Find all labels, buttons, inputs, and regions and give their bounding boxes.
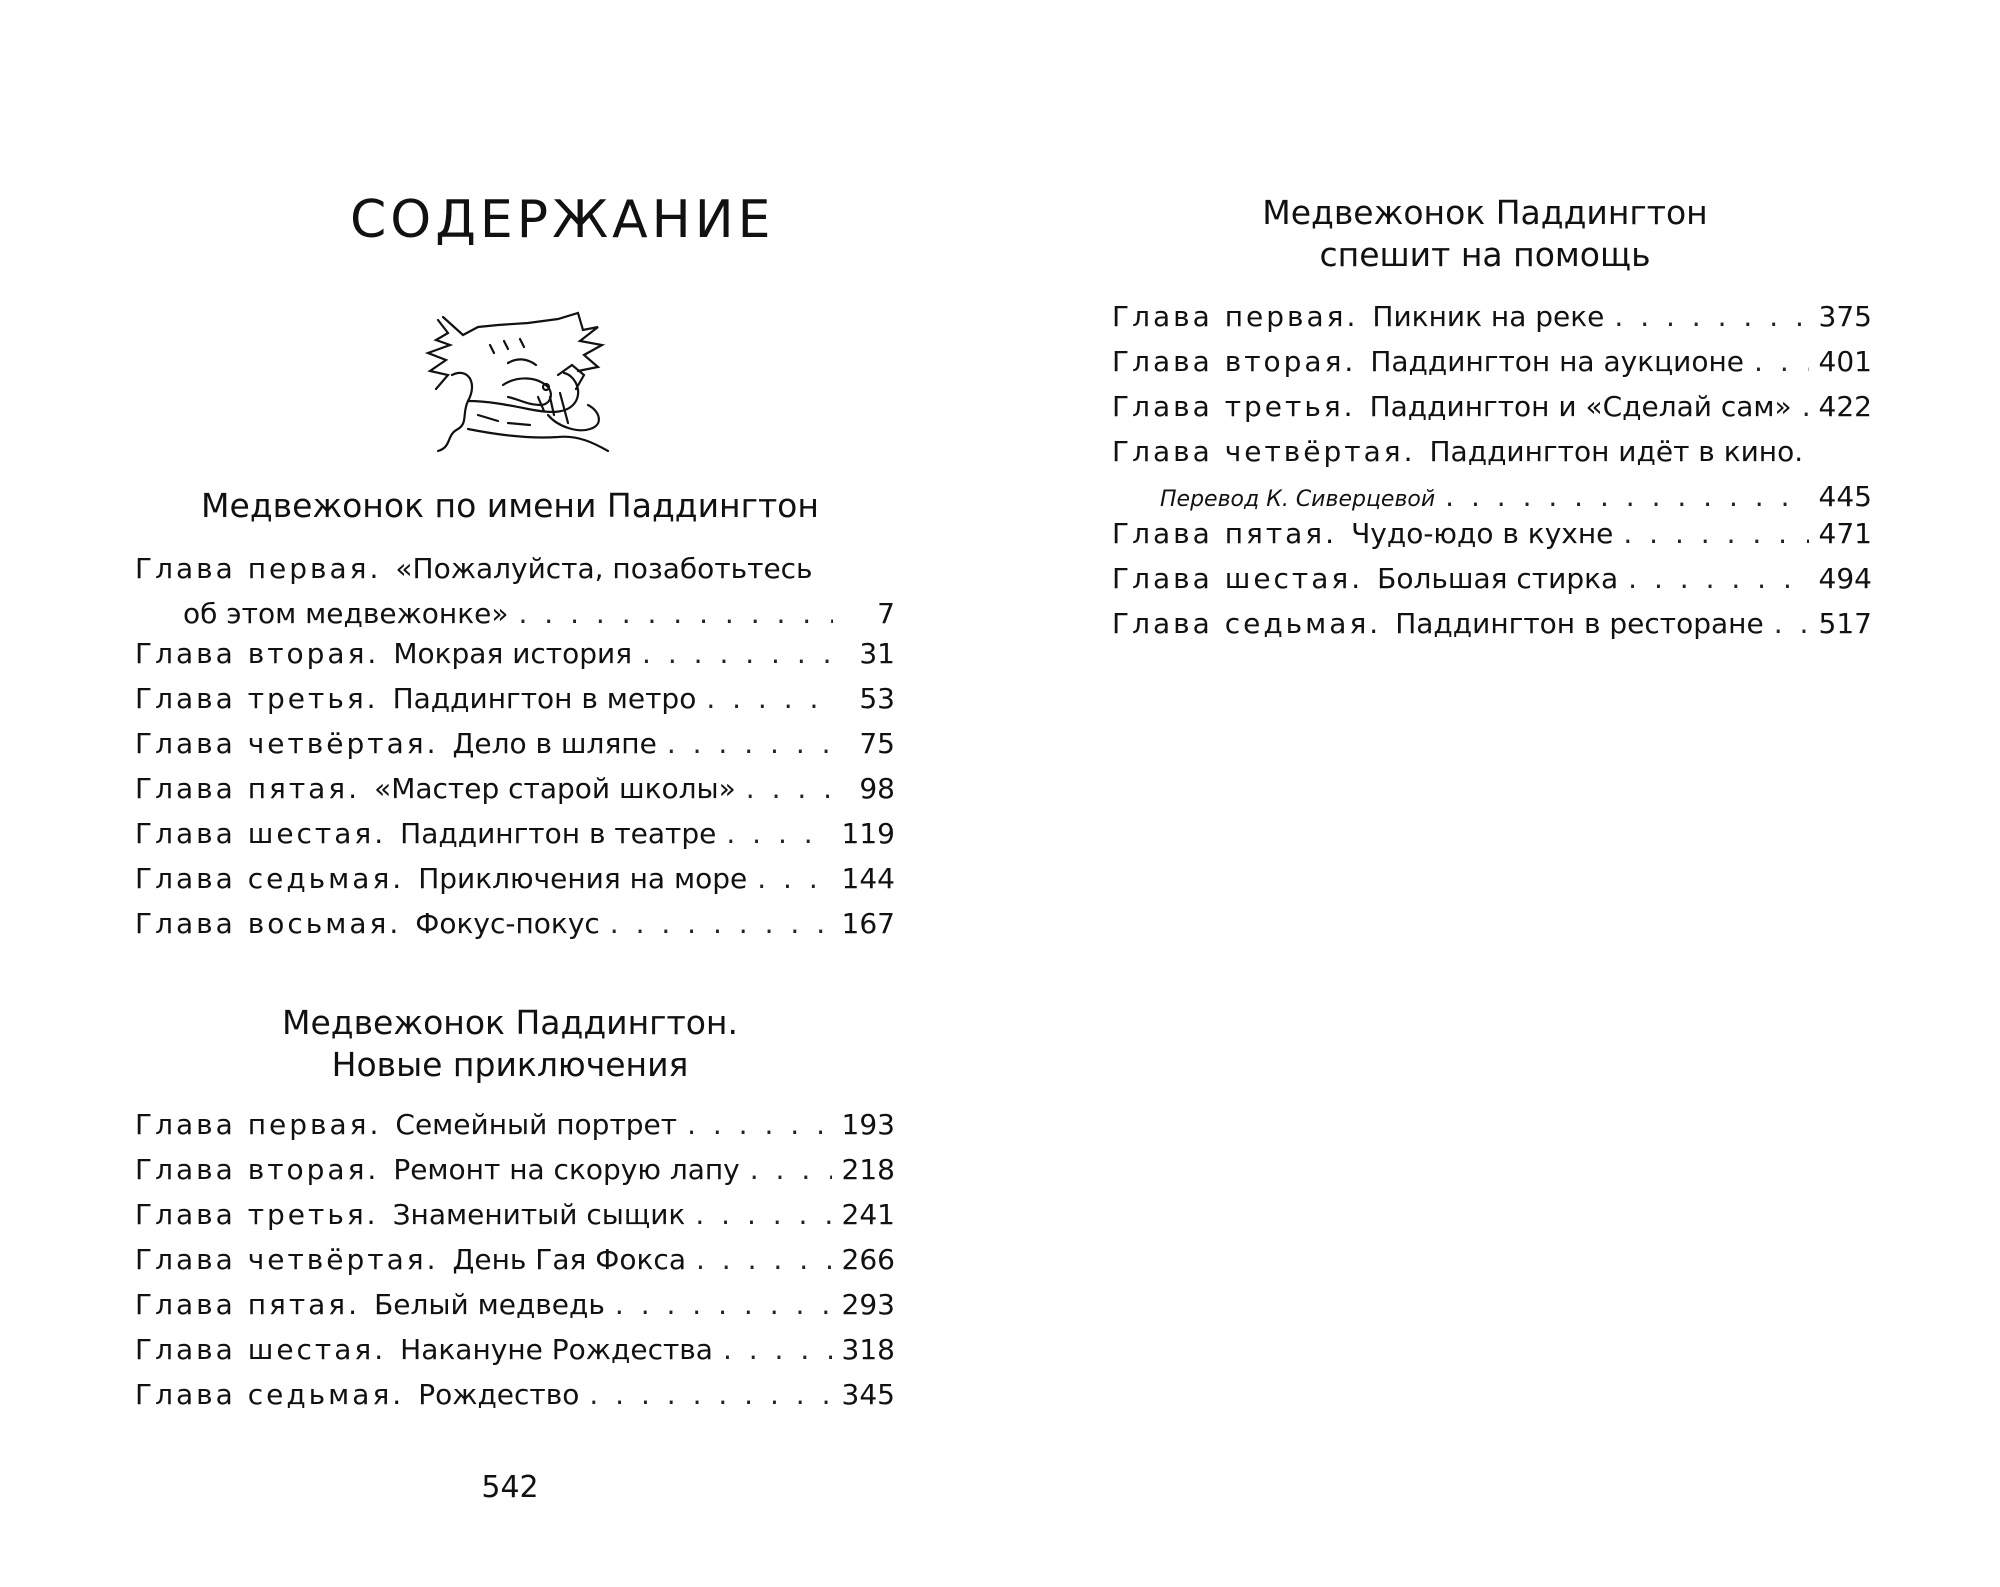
chapter-number: Глава восьмая. bbox=[135, 907, 402, 940]
toc-list-3 bbox=[1112, 300, 1872, 652]
page-number: 167 bbox=[841, 907, 895, 940]
chapter-number: Глава пятая. bbox=[135, 1288, 361, 1321]
toc-row[interactable] bbox=[135, 1243, 895, 1288]
chapter-number: Глава пятая. bbox=[1112, 517, 1338, 550]
chapter-title: Рождество bbox=[418, 1378, 580, 1411]
chapter-title: Семейный портрет bbox=[395, 1108, 678, 1141]
chapter-title: Паддингтон в театре bbox=[400, 817, 717, 850]
chapter-title: Пикник на реке bbox=[1372, 300, 1605, 333]
toc-row[interactable] bbox=[135, 772, 895, 817]
page-number: 345 bbox=[841, 1378, 895, 1411]
section-title-1 bbox=[130, 485, 890, 527]
chapter-title: Паддингтон на аукционе bbox=[1370, 345, 1745, 378]
translator-credit: Перевод К. Сиверцевой bbox=[1160, 487, 1436, 512]
chapter-title: Большая стирка bbox=[1377, 562, 1619, 595]
toc-row[interactable] bbox=[135, 1288, 895, 1333]
dot-leader bbox=[726, 817, 831, 850]
dot-leader bbox=[757, 862, 831, 895]
page-number: 318 bbox=[841, 1333, 895, 1366]
page-number: 494 bbox=[1818, 562, 1872, 595]
page-number: 31 bbox=[859, 637, 895, 670]
section-title-line: Новые приключения bbox=[331, 1045, 689, 1084]
toc-row[interactable] bbox=[135, 907, 895, 952]
page-number: 144 bbox=[841, 862, 895, 895]
dot-leader bbox=[642, 637, 833, 670]
toc-row[interactable] bbox=[135, 817, 895, 862]
page-number: 517 bbox=[1818, 607, 1872, 640]
chapter-number: Глава первая. bbox=[1112, 300, 1359, 333]
chapter-number: Глава пятая. bbox=[135, 772, 361, 805]
page-number: 75 bbox=[859, 727, 895, 760]
page-number: 445 bbox=[1818, 480, 1872, 513]
section-title-line: Медвежонок по имени Паддингтон bbox=[201, 486, 819, 525]
chapter-number: Глава седьмая. bbox=[135, 1378, 405, 1411]
chapter-title: Знаменитый сыщик bbox=[392, 1198, 686, 1231]
toc-row[interactable] bbox=[135, 1108, 895, 1153]
dot-leader bbox=[1628, 562, 1808, 595]
chapter-number: Глава четвёртая. bbox=[1112, 435, 1416, 468]
chapter-title: Мокрая история bbox=[393, 637, 633, 670]
toc-row[interactable] bbox=[1112, 435, 1872, 480]
chapter-number: Глава четвёртая. bbox=[135, 1243, 439, 1276]
chapter-number: Глава первая. bbox=[135, 1108, 382, 1141]
toc-row[interactable] bbox=[135, 637, 895, 682]
dot-leader bbox=[750, 1153, 832, 1186]
toc-row[interactable] bbox=[1112, 517, 1872, 562]
section-title-line: Медвежонок Паддингтон. bbox=[282, 1003, 738, 1042]
chapter-title: День Гая Фокса bbox=[452, 1243, 686, 1276]
page-number: 98 bbox=[859, 772, 895, 805]
page-number: 218 bbox=[841, 1153, 895, 1186]
toc-row[interactable] bbox=[135, 682, 895, 727]
chapter-number: Глава вторая. bbox=[1112, 345, 1357, 378]
chapter-number: Глава первая. bbox=[135, 552, 382, 585]
dot-leader bbox=[1754, 345, 1809, 378]
page-number: 293 bbox=[841, 1288, 895, 1321]
dot-leader bbox=[696, 1243, 832, 1276]
page-number: 266 bbox=[841, 1243, 895, 1276]
chapter-title: Фокус-покус bbox=[415, 907, 600, 940]
chapter-number: Глава вторая. bbox=[135, 1153, 380, 1186]
chapter-number: Глава третья. bbox=[1112, 390, 1356, 423]
toc-row[interactable] bbox=[1112, 607, 1872, 652]
dot-leader bbox=[746, 772, 833, 805]
chapter-title: Накануне Рождества bbox=[400, 1333, 713, 1366]
toc-row[interactable] bbox=[1112, 480, 1872, 517]
chapter-number: Глава вторая. bbox=[135, 637, 380, 670]
section-title-line: Медвежонок Паддингтон bbox=[1262, 193, 1708, 232]
page-number: 471 bbox=[1818, 517, 1872, 550]
page-number: 119 bbox=[841, 817, 895, 850]
chapter-number: Глава седьмая. bbox=[1112, 607, 1382, 640]
dot-leader bbox=[695, 1198, 831, 1231]
dot-leader bbox=[519, 597, 834, 630]
dot-leader bbox=[1802, 390, 1809, 423]
toc-row[interactable] bbox=[135, 597, 895, 637]
dot-leader bbox=[667, 727, 833, 760]
chapter-title: Паддингтон в ресторане bbox=[1395, 607, 1764, 640]
dot-leader bbox=[1614, 300, 1808, 333]
dot-leader bbox=[610, 907, 832, 940]
toc-list-2 bbox=[135, 1108, 895, 1423]
page-number: 241 bbox=[841, 1198, 895, 1231]
toc-row[interactable] bbox=[1112, 300, 1872, 345]
chapter-title: «Мастер старой школы» bbox=[374, 772, 736, 805]
page-number: 193 bbox=[841, 1108, 895, 1141]
toc-row[interactable] bbox=[1112, 390, 1872, 435]
chapter-number: Глава третья. bbox=[135, 1198, 379, 1231]
chapter-number: Глава четвёртая. bbox=[135, 727, 439, 760]
dot-leader bbox=[687, 1108, 831, 1141]
dot-leader bbox=[1623, 517, 1808, 550]
dot-leader bbox=[615, 1288, 832, 1321]
chapter-title: Паддингтон идёт в кино. bbox=[1429, 435, 1804, 468]
dot-leader bbox=[589, 1378, 831, 1411]
page-number: 53 bbox=[859, 682, 895, 715]
chapter-title: Паддингтон и «Сделай сам» bbox=[1369, 390, 1792, 423]
page-number: 401 bbox=[1818, 345, 1872, 378]
chapter-title: Паддингтон в метро bbox=[392, 682, 697, 715]
section-title-2 bbox=[130, 1002, 890, 1086]
dot-leader bbox=[706, 682, 833, 715]
page-title: СОДЕРЖАНИЕ bbox=[350, 190, 775, 250]
toc-row[interactable] bbox=[1112, 345, 1872, 390]
toc-row[interactable] bbox=[135, 862, 895, 907]
page-folio: 542 bbox=[481, 1470, 539, 1505]
dot-leader bbox=[1774, 607, 1809, 640]
dot-leader bbox=[723, 1333, 832, 1366]
chapter-title: об этом медвежонке» bbox=[183, 597, 509, 630]
dot-leader bbox=[1445, 480, 1808, 513]
chapter-title: Дело в шляпе bbox=[452, 727, 657, 760]
section-title-line: спешит на помощь bbox=[1319, 235, 1651, 274]
page-number: 7 bbox=[877, 597, 895, 630]
bear-illustration-icon bbox=[408, 305, 618, 455]
chapter-title: «Пожалуйста, позаботьтесь bbox=[395, 552, 813, 585]
chapter-number: Глава шестая. bbox=[1112, 562, 1364, 595]
toc-row[interactable] bbox=[135, 552, 895, 597]
page-number: 422 bbox=[1818, 390, 1872, 423]
chapter-title: Чудо-юдо в кухне bbox=[1351, 517, 1614, 550]
chapter-title: Ремонт на скорую лапу bbox=[393, 1153, 740, 1186]
chapter-number: Глава шестая. bbox=[135, 817, 387, 850]
page-number: 375 bbox=[1818, 300, 1872, 333]
toc-row[interactable] bbox=[135, 1198, 895, 1243]
toc-row[interactable] bbox=[135, 727, 895, 772]
chapter-title: Приключения на море bbox=[418, 862, 748, 895]
chapter-number: Глава шестая. bbox=[135, 1333, 387, 1366]
toc-list-1 bbox=[135, 552, 895, 952]
chapter-number: Глава третья. bbox=[135, 682, 379, 715]
toc-row[interactable] bbox=[1112, 562, 1872, 607]
section-title-3 bbox=[1105, 192, 1865, 276]
toc-row[interactable] bbox=[135, 1378, 895, 1423]
toc-row[interactable] bbox=[135, 1333, 895, 1378]
chapter-title: Белый медведь bbox=[374, 1288, 605, 1321]
toc-row[interactable] bbox=[135, 1153, 895, 1198]
chapter-number: Глава седьмая. bbox=[135, 862, 405, 895]
